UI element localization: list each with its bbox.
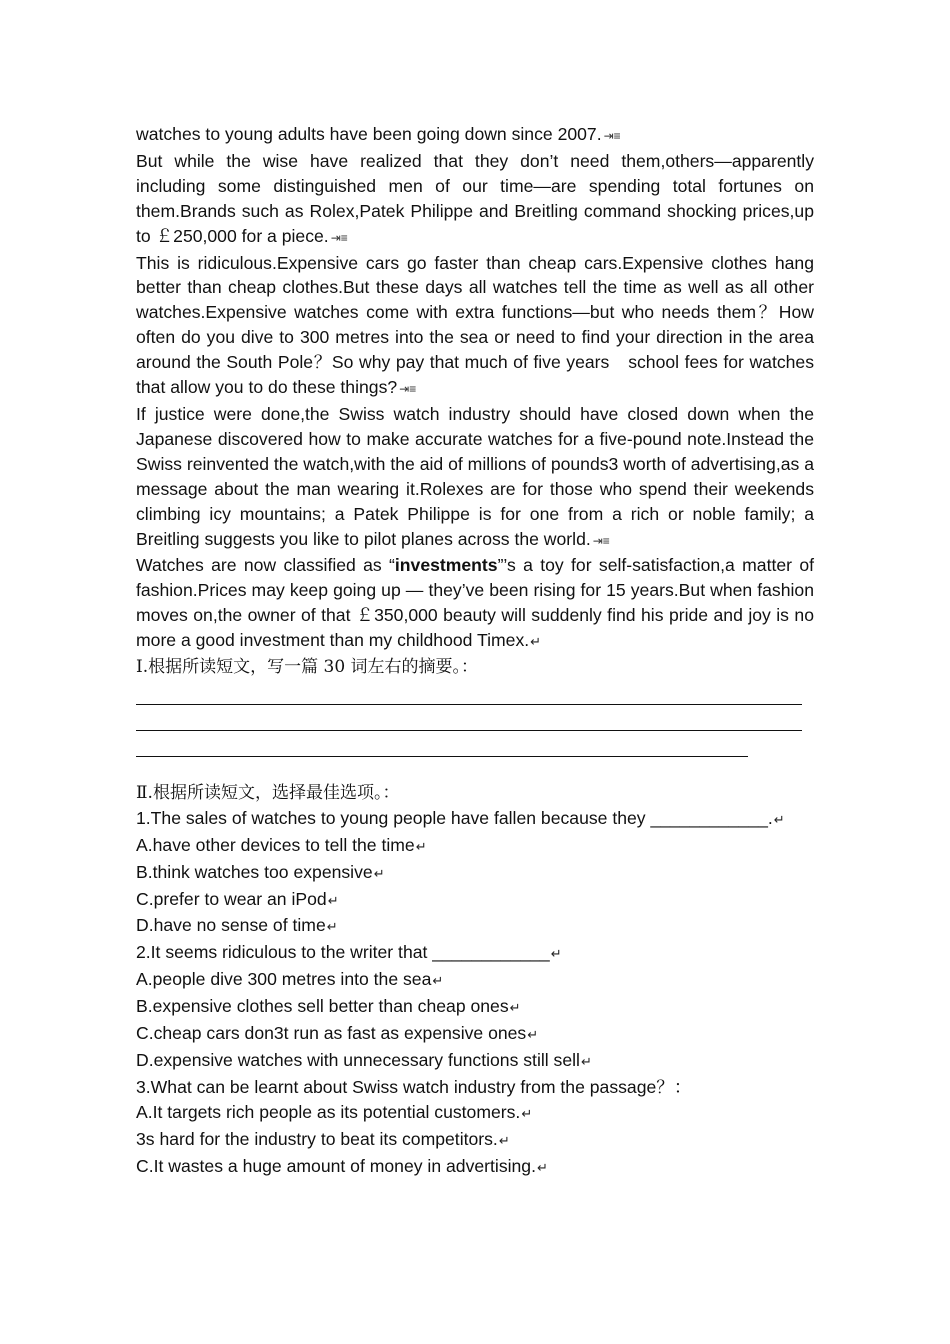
passage-text: Watches are now classified as “ [136, 555, 395, 576]
question-2-option-c[interactable] [136, 1021, 814, 1048]
passage-paragraph-4 [136, 402, 814, 553]
passage-text: This is ridiculous.Expensive cars go faster than cheap cars.Expensive clothes hang better than cheap clothes.But these days all watches tell the time as well as all other watches.Expensive watches come with extra functions—but who needs them？How often do you dive to 300 metres into the sea or need to find your direction in the area around the South Pole？So why pay that much of five years school fees for watches that allow you to do these things? [136, 252, 814, 398]
paragraph-mark-icon: ⇥≡ [399, 382, 417, 397]
passage-paragraph-2 [136, 149, 814, 251]
passage-text: But while the wise have realized that they don’t need them,others—apparently including some distinguished men of our time—are spending total fortunes on them.Brands such as Rolex,Patek Philippe and Breitling command shocking prices,up to ￡250,000 for a piece. [136, 150, 814, 246]
option-text: C.prefer to wear an iPod [136, 888, 327, 909]
spacer [136, 760, 814, 781]
question-2-option-d[interactable] [136, 1048, 814, 1075]
option-text: A.people dive 300 metres into the sea [136, 969, 432, 990]
line-break-icon: ↵ [580, 1054, 592, 1069]
question-3-stem: 3.What can be learnt about Swiss watch industry from the passage？： [136, 1076, 692, 1097]
line-break-icon: ↵ [521, 1105, 533, 1121]
option-text: A.have other devices to tell the time [136, 834, 415, 855]
line-break-icon: ↵ [527, 1027, 539, 1043]
question-1-option-a[interactable] [136, 833, 814, 860]
line-break-icon: ↵ [373, 865, 385, 881]
question-2-stem [136, 940, 814, 967]
question-3-option-b[interactable] [136, 1127, 814, 1154]
option-text: D.expensive watches with unnecessary functions still sell [136, 1050, 580, 1070]
answer-line[interactable] [136, 682, 802, 705]
line-break-icon: ↵ [415, 838, 427, 854]
answer-line[interactable] [136, 734, 748, 757]
question-1-option-b[interactable] [136, 860, 814, 887]
passage-paragraph-1 [136, 122, 814, 149]
paragraph-mark-icon: ⇥≡ [330, 230, 348, 245]
question-3-option-a[interactable] [136, 1100, 814, 1127]
question-1-stem [136, 806, 814, 833]
question-3-option-c[interactable] [136, 1154, 814, 1181]
bold-keyword: investments [394, 555, 498, 576]
line-break-icon: ↵ [773, 811, 785, 827]
section-1-heading: Ⅰ.根据所读短文，写一篇 30 词左右的摘要。： [136, 657, 479, 678]
question-2-option-b[interactable] [136, 994, 814, 1021]
paragraph-mark-icon: ⇥≡ [592, 533, 610, 548]
line-break-icon: ↵ [326, 919, 338, 935]
paragraph-mark-icon: ⇥≡ [603, 129, 621, 143]
passage-text: watches to young adults have been going down since 2007. [136, 124, 602, 144]
option-text: B.think watches too expensive [136, 861, 373, 882]
option-text: D.have no sense of time [136, 915, 326, 936]
line-break-icon: ↵ [432, 973, 444, 989]
option-text: A.It targets rich people as its potential customers. [136, 1101, 521, 1122]
answer-line[interactable] [136, 708, 802, 731]
question-2-option-a[interactable] [136, 967, 814, 994]
passage-text: If justice were done,the Swiss watch industry should have closed down when the Japanese discovered how to make accurate watches for a five-pound note.Instead the Swiss reinvented the watch,with the aid of millions of pounds3 worth of advertising,as a message about the man wearing it.Rolexes are for those who spend their weekends climbing icy mountains; a Patek Philippe is for one from a rich or noble family; a Breitling suggests you like to pilot planes across the world. [136, 403, 814, 549]
option-text: 3s hard for the industry to beat its competitors. [136, 1128, 498, 1149]
passage-paragraph-5 [136, 553, 814, 655]
question-text: 2.It seems ridiculous to the writer that ____________ [136, 942, 550, 963]
question-1-option-c[interactable] [136, 887, 814, 914]
passage-paragraph-3 [136, 251, 814, 402]
line-break-icon: ↵ [509, 1000, 521, 1016]
line-break-icon: ↵ [530, 634, 542, 650]
line-break-icon: ↵ [498, 1132, 510, 1148]
passage-text: ”’s a toy for self-satisfaction,a matter of fashion.Prices may keep going up — they’ve been rising for 15 years.But when fashion moves on,the owner of that ￡350,000 beauty will suddenly find his pride and joy is no more a good investment than my childhood Timex. [136, 555, 814, 651]
option-text: C.cheap cars don3t run as fast as expensive ones [136, 1023, 527, 1044]
line-break-icon: ↵ [550, 946, 562, 962]
line-break-icon: ↵ [536, 1159, 548, 1175]
question-1-option-d[interactable] [136, 913, 814, 940]
document-body [136, 122, 814, 1181]
line-break-icon: ↵ [327, 892, 339, 908]
question-text: 1.The sales of watches to young people have fallen because they ____________. [136, 807, 773, 828]
section-2-heading: Ⅱ.根据所读短文，选择最佳选项。： [136, 782, 400, 803]
option-text: C.It wastes a huge amount of money in advertising. [136, 1155, 536, 1176]
option-text: B.expensive clothes sell better than cheap ones [136, 996, 509, 1017]
